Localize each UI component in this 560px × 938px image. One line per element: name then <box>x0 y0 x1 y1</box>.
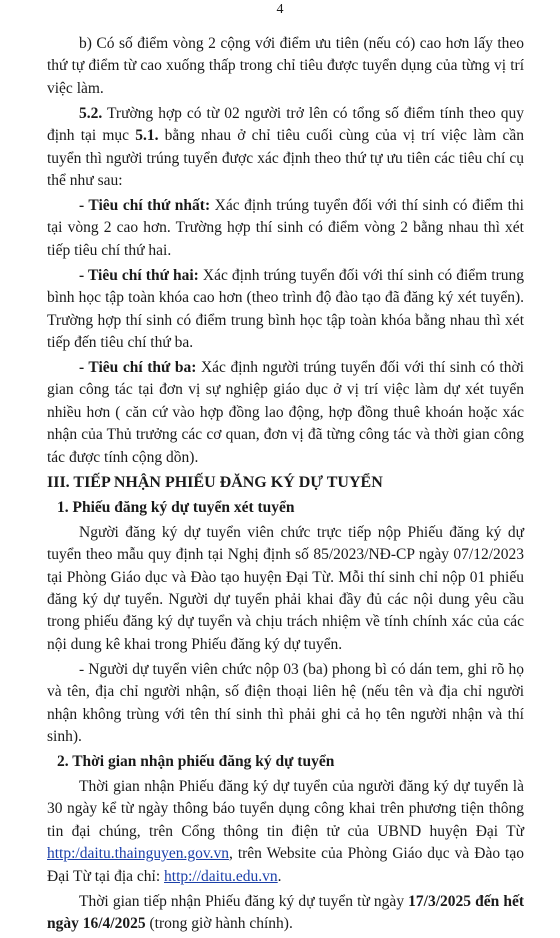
subsection-2-paragraph-2 <box>47 891 524 936</box>
text-segment: (trong giờ hành chính). <box>145 914 293 932</box>
criterion-first <box>47 195 524 262</box>
text-segment: , trên Website của Phòng Giáo dục và Đào tạo Đại Từ tại địa chỉ: <box>47 845 524 885</box>
subsection-1-paragraph-2: - Người dự tuyển viên chức nộp 03 (ba) phong bì có dán tem, ghi rõ họ và tên, địa chỉ người nhận, số điện thoại liên hệ (nếu tên và địa chỉ người nhận không trùng với tên thí sinh thì phải ghi cả họ tên người nhận và thí sinh). <box>47 660 524 745</box>
criterion-text: Xác định trúng tuyển đối với thí sinh có điểm thi tại vòng 2 cao hơn. Trường hợp thí sinh có điểm vòng 2 bằng nhau thì xét tiếp tiêu chí thứ hai. <box>47 197 524 259</box>
district-portal-link[interactable]: http:/daitu.thainguyen.gov.vn <box>47 845 229 863</box>
paragraph-5-2-text-cont: bằng nhau ở chỉ tiêu cuối cùng của vị trí việc làm cần tuyển thì người trúng tuyển được xác định theo thứ tự ưu tiên các tiêu chí cụ thể như sau: <box>47 127 524 190</box>
section-ref-5-1: 5.1. <box>135 127 159 145</box>
text-segment: Thời gian tiếp nhận Phiếu đăng ký dự tuyển từ ngày <box>79 892 409 910</box>
education-website-link[interactable]: http://daitu.edu.vn <box>164 867 278 885</box>
section-number-5-2: 5.2. <box>79 104 103 122</box>
paragraph-5-2-text: Trường hợp có từ 02 người trở lên có tổng số điểm tính theo quy định tại mục <box>47 104 524 145</box>
subsection-2-paragraph-1 <box>47 776 524 888</box>
subsection-2-heading: 2. Thời gian nhận phiếu đăng ký dự tuyển <box>57 752 335 770</box>
section-iii-heading: III. TIẾP NHẬN PHIẾU ĐĂNG KÝ DỰ TUYỂN <box>47 473 383 491</box>
paragraph-b: b) Có số điểm vòng 2 cộng với điểm ưu tiên (nếu có) cao hơn lấy theo thứ tự điểm từ cao xuống thấp trong chỉ tiêu được tuyển dụng của từng vị trí việc làm. <box>47 35 524 97</box>
subsection-1-paragraph-1: Người đăng ký dự tuyển viên chức trực tiếp nộp Phiếu đăng ký dự tuyển theo mẫu quy định tại Nghị định số 85/2023/NĐ-CP ngày 07/12/2023 tại Phòng Giáo dục và Đào tạo huyện Đại Từ. Mỗi thí sinh chỉ nộp 01 phiếu đăng ký dự tuyển. Người dự tuyển phải khai đầy đủ các nội dung yêu cầu trong phiếu đăng ký dự tuyển và chịu trách nhiệm về tính chính xác của các nội dung kê khai trong Phiếu đăng ký dự tuyển. <box>47 523 524 653</box>
criterion-text: Xác định người trúng tuyển đối với thí sinh có thời gian công tác tại đơn vị sự nghiệp giáo dục ở vị trí việc làm dự xét tuyển nhiều hơn ( căn cứ vào hợp đồng lao động, hợp đồng thuê khoán hoặc xác nhận của Thủ trưởng các cơ quan, đơn vị đã từng công tác và thời gian công tác được tính cộng dồn). <box>47 359 524 466</box>
paragraph-5-2 <box>47 103 524 193</box>
criterion-label: - Tiêu chí thứ ba: <box>79 359 197 377</box>
criterion-text: Xác định trúng tuyển đối với thí sinh có điểm trung bình học tập toàn khóa cao hơn (theo trình độ đào tạo đã đăng ký xét tuyển). Trường hợp thí sinh có điểm trung bình học tập toàn khóa bằng nhau thì xét tiếp đến tiêu chí thứ ba. <box>47 266 524 352</box>
page-number: 4 <box>276 2 284 17</box>
subsection-1-heading: 1. Phiếu đăng ký dự tuyển xét tuyển <box>57 498 295 516</box>
text-segment: Thời gian nhận Phiếu đăng ký dự tuyển của người đăng ký dự tuyển là 30 ngày kể từ ngày thông báo tuyển dụng công khai trên phương tiện thông tin đại chúng, trên Cổng thông tin điện tử của UBND huyện Đại Từ <box>47 777 524 840</box>
document-body <box>47 33 524 938</box>
text-segment: . <box>277 867 282 885</box>
receiving-period-dates: 17/3/2025 đến hết ngày 16/4/2025 <box>47 892 525 932</box>
criterion-second <box>47 265 524 355</box>
criterion-label: - Tiêu chí thứ nhất: <box>79 197 211 215</box>
criterion-third <box>47 357 524 469</box>
criterion-label: - Tiêu chí thứ hai: <box>79 266 199 284</box>
